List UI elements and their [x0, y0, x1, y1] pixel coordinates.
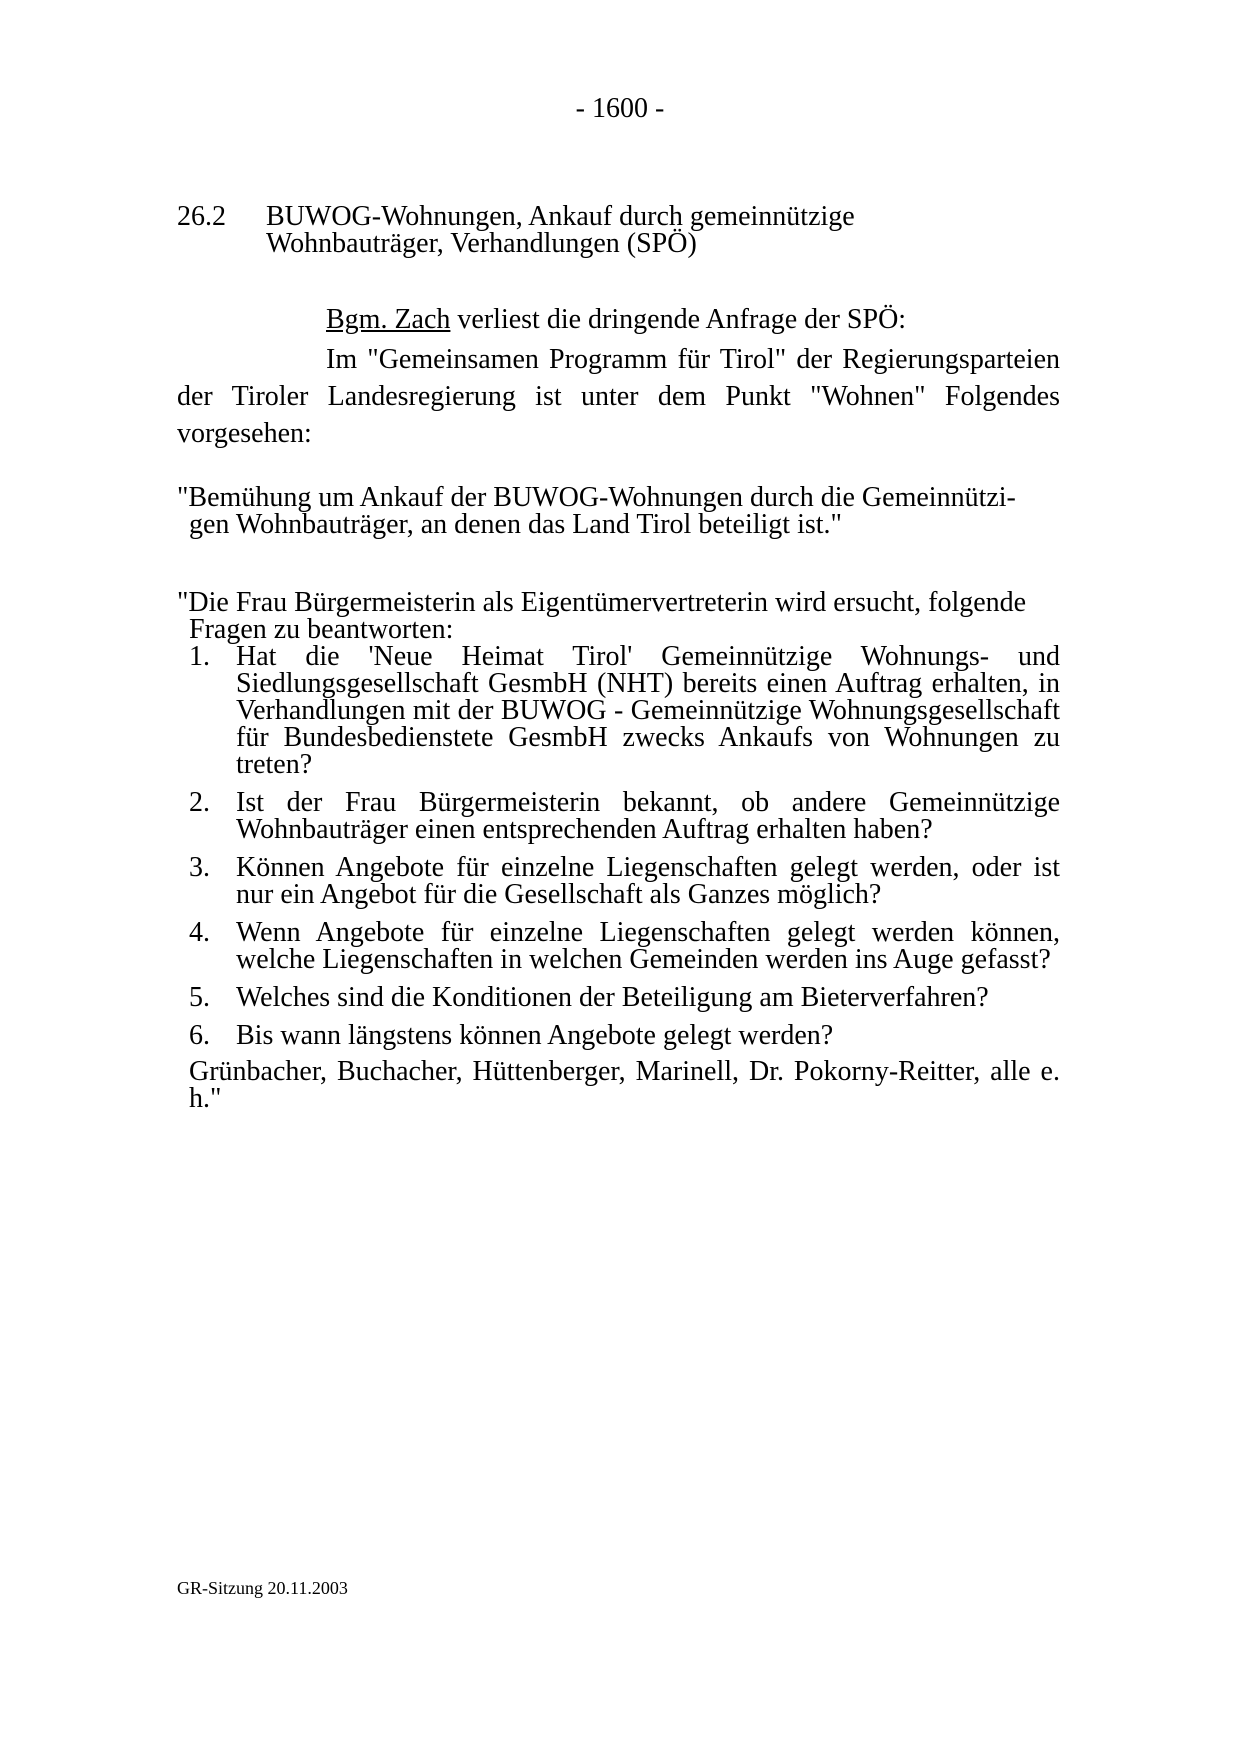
quote-line-2: gen Wohnbauträger, an denen das Land Tirol beteiligt ist."	[189, 509, 842, 540]
request-line-2: Fragen zu beantworten:	[189, 614, 454, 645]
program-quote	[177, 484, 1060, 538]
request-line-1: "Die Frau Bürgermeisterin als Eigentümervertreterin wird ersucht, folgende	[177, 587, 1027, 618]
question-number: 6.	[189, 1020, 210, 1051]
section-title	[266, 203, 1066, 257]
question-text: Hat die 'Neue Heimat Tirol' Gemeinnützige Wohnungs- und Siedlungsgesellschaft GesmbH (NHT) bereits einen Auftrag erhalten, in Verhandlungen mit der BUWOG - Gemeinnützige Wohnungsgesellschaft für Bundesbedienstete GesmbH zwecks Ankaufs von Wohnungen zu treten?	[236, 641, 1060, 780]
question-text: Wenn Angebote für einzelne Liegenschaften gelegt werden können, welche Liegenschaften in welchen Gemeinden werden ins Auge gefasst?	[236, 917, 1060, 975]
question-number: 2.	[189, 787, 210, 818]
question-item	[177, 1022, 1060, 1049]
question-number: 1.	[189, 641, 210, 672]
question-text: Können Angebote für einzelne Liegenschaften gelegt werden, oder ist nur ein Angebot für die Gesellschaft als Ganzes möglich?	[236, 852, 1060, 910]
program-paragraph: Im "Gemeinsamen Programm für Tirol" der Regierungsparteien der Tiroler Landesregierung ist unter dem Punkt "Wohnen" Folgendes vorgesehen:	[177, 344, 1060, 449]
question-item	[177, 854, 1060, 908]
question-item	[177, 919, 1060, 973]
question-text: Bis wann längstens können Angebote gelegt werden?	[236, 1020, 834, 1051]
request-block	[177, 589, 1060, 1112]
question-text: Welches sind die Konditionen der Beteiligung am Bieterverfahren?	[236, 982, 989, 1013]
intro-line	[326, 302, 906, 338]
page-number: - 1600 -	[575, 93, 665, 124]
question-number: 4.	[189, 917, 210, 948]
section-number: 26.2	[177, 201, 226, 232]
section-title-line-1: BUWOG-Wohnungen, Ankauf durch gemeinnützige	[266, 201, 855, 232]
request-intro	[177, 589, 1060, 643]
question-item	[177, 984, 1060, 1011]
speaker-name: Bgm. Zach	[326, 304, 451, 335]
question-text: Ist der Frau Bürgermeisterin bekannt, ob andere Gemeinnützige Wohnbauträger einen entsprechenden Auftrag erhalten haben?	[236, 787, 1060, 845]
signers: Grünbacher, Buchacher, Hüttenberger, Marinell, Dr. Pokorny-Reitter, alle e. h."	[189, 1056, 1060, 1114]
footer-session-date: GR-Sitzung 20.11.2003	[177, 1578, 348, 1598]
section-title-line-2: Wohnbauträger, Verhandlungen (SPÖ)	[266, 228, 697, 259]
question-item	[177, 789, 1060, 843]
intro-text: verliest die dringende Anfrage der SPÖ:	[450, 304, 907, 335]
question-list	[177, 643, 1060, 1049]
quote-line-1: "Bemühung um Ankauf der BUWOG-Wohnungen durch die Gemeinnützi-	[177, 482, 1016, 513]
question-number: 3.	[189, 852, 210, 883]
question-number: 5.	[189, 982, 210, 1013]
question-item	[177, 643, 1060, 778]
